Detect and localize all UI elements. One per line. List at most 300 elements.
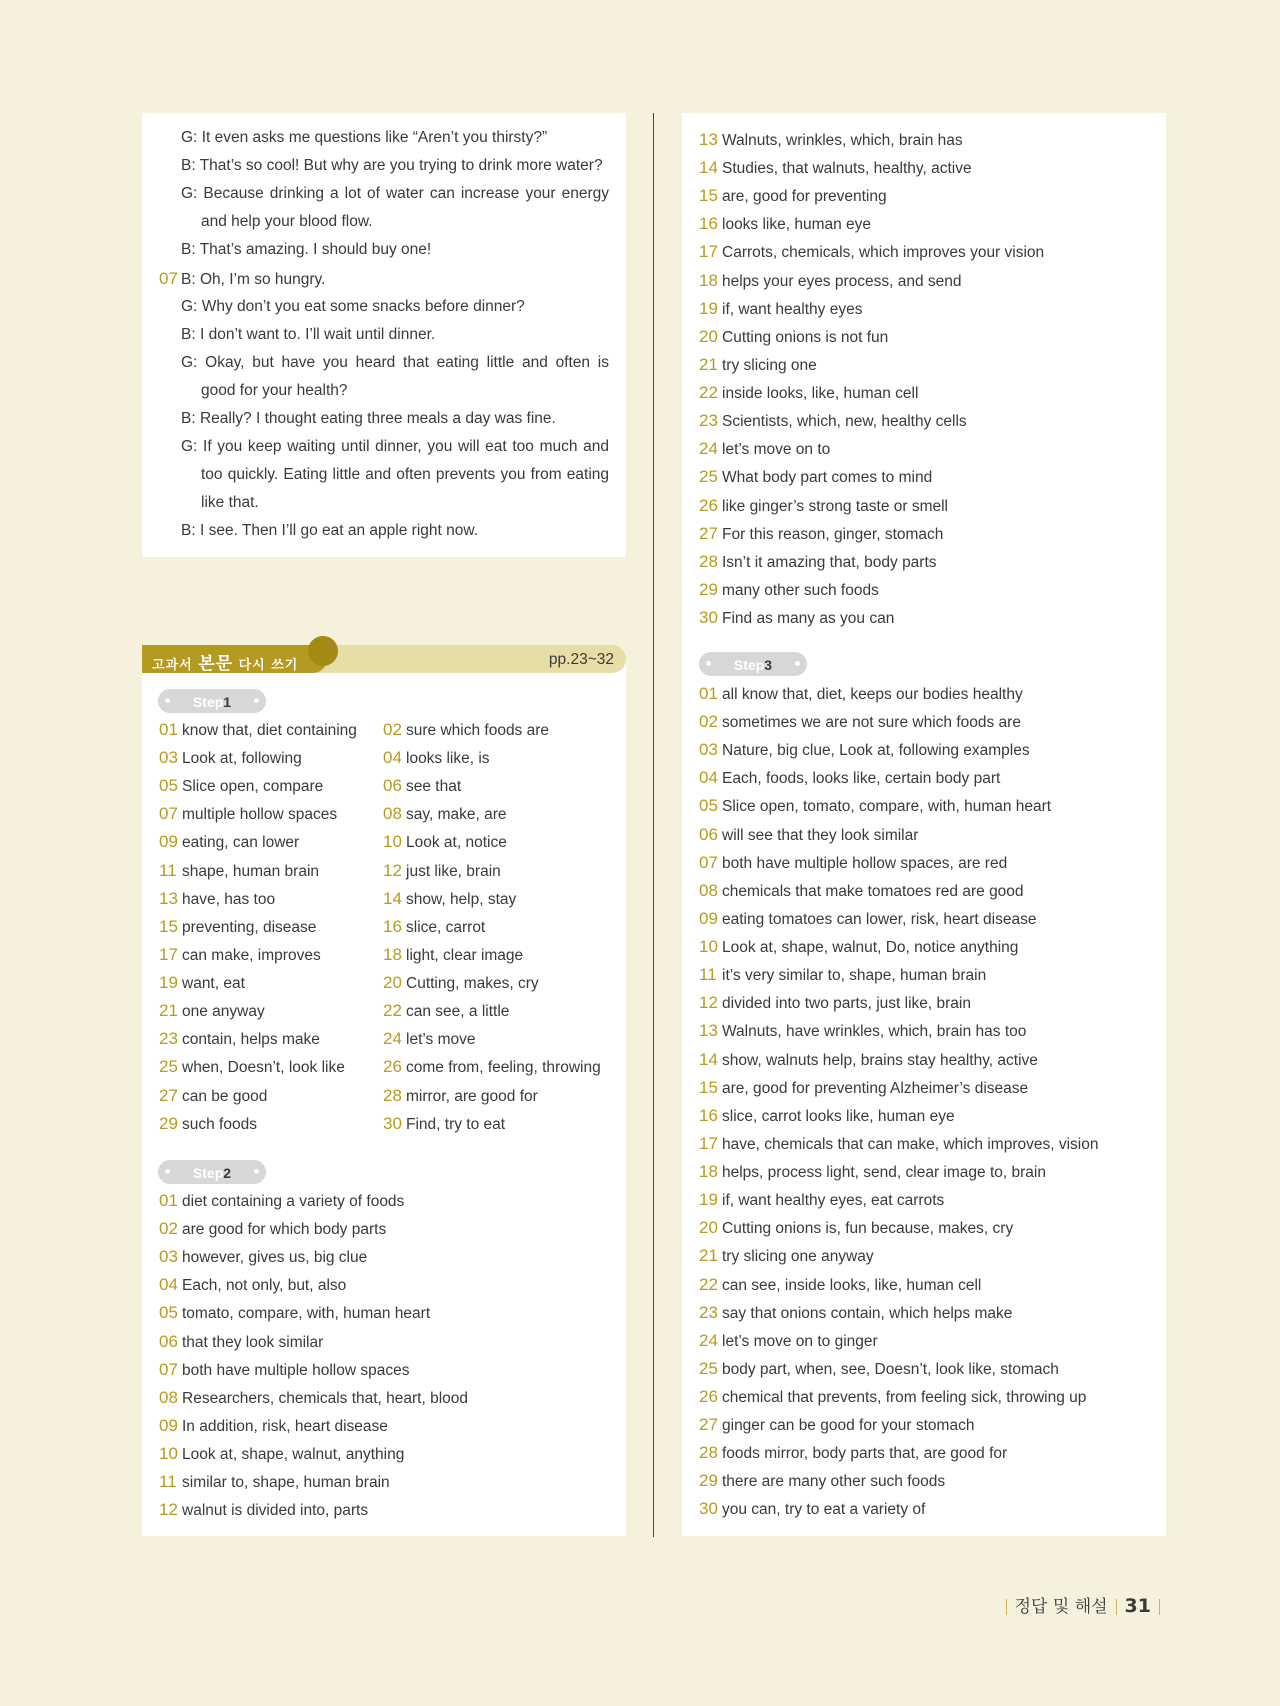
- answer-text: slice, carrot looks like, human eye: [722, 1107, 955, 1125]
- answer-text: let’s move on to: [722, 441, 831, 459]
- answer-text: light, clear image: [406, 946, 524, 964]
- step3-answer-line: [699, 821, 918, 850]
- answer-text: there are many other such foods: [722, 1473, 946, 1491]
- step1-answer-line: [159, 1025, 320, 1054]
- step3-answer-line: [699, 1242, 874, 1271]
- step2-answer-line: [699, 435, 830, 464]
- dialogue-text: That’s amazing. I should buy one!: [199, 241, 432, 259]
- step1-answer-line: [383, 885, 516, 914]
- speaker-label: B:: [181, 157, 196, 175]
- dialogue-line: [159, 461, 609, 489]
- question-number: 10: [159, 1444, 178, 1464]
- question-number: 22: [383, 1001, 402, 1021]
- question-number: 30: [699, 1499, 718, 1519]
- step1-answer-line: [159, 744, 302, 773]
- answer-text: walnut is divided into, parts: [182, 1502, 369, 1520]
- answer-text: many other such foods: [722, 581, 879, 599]
- question-number: 11: [699, 965, 717, 985]
- answer-text: slice, carrot: [406, 918, 486, 936]
- question-number: 20: [383, 973, 402, 993]
- question-number: 07: [159, 804, 178, 824]
- question-number: 05: [699, 796, 718, 816]
- dialogue-text: It even asks me questions like “Aren’t you thirsty?”: [201, 129, 548, 146]
- step-1-badge: [158, 689, 266, 713]
- question-number: 16: [699, 214, 718, 234]
- question-number: 21: [699, 354, 718, 374]
- step3-answer-line: [699, 1186, 944, 1215]
- answer-text: can make, improves: [182, 946, 321, 964]
- answer-text: let’s move on to ginger: [722, 1332, 878, 1350]
- speaker-label: B:: [181, 410, 196, 427]
- step2-answer-line: [159, 1384, 468, 1413]
- question-number: 21: [699, 1246, 718, 1266]
- step1-answer-line: [159, 716, 357, 745]
- answer-text: both have multiple hollow spaces, are red: [722, 854, 1008, 872]
- question-number: 12: [699, 993, 718, 1013]
- answer-text: will see that they look similar: [722, 826, 919, 844]
- answer-text: Carrots, chemicals, which improves your vision: [722, 244, 1045, 262]
- step1-answer-line: [383, 941, 523, 970]
- step3-answer-line: [699, 933, 1018, 962]
- answer-text: contain, helps make: [182, 1031, 320, 1049]
- speaker-label: G:: [181, 297, 198, 315]
- step1-answer-line: [159, 772, 323, 801]
- question-number: 25: [699, 467, 718, 487]
- step1-answer-line: [159, 800, 337, 829]
- answer-text: both have multiple hollow spaces: [182, 1361, 410, 1379]
- step3-answer-line: [699, 1327, 878, 1356]
- answer-text: similar to, shape, human brain: [182, 1474, 390, 1492]
- answer-text: tomato, compare, with, human heart: [182, 1305, 431, 1323]
- speaker-label: G:: [181, 438, 198, 456]
- answer-text: if, want healthy eyes, eat carrots: [722, 1192, 945, 1210]
- answer-text: shape, human brain: [182, 862, 320, 880]
- answer-text: Look at, notice: [406, 834, 507, 852]
- dialogue-line: [159, 405, 556, 433]
- answer-text: Slice open, tomato, compare, with, human heart: [722, 798, 1052, 816]
- question-number: 16: [699, 1105, 718, 1125]
- question-number: 01: [159, 720, 178, 739]
- step2-answer-line: [699, 182, 887, 211]
- question-number: 28: [383, 1085, 402, 1105]
- step-label: Step: [192, 694, 224, 710]
- page-number: 31: [1124, 1595, 1151, 1617]
- question-number: 01: [699, 684, 718, 703]
- dialogue-line: [159, 124, 547, 152]
- question-number: 02: [383, 720, 402, 739]
- question-number: 22: [699, 1274, 718, 1294]
- step3-answer-line: [699, 1130, 1098, 1159]
- step1-answer-line: [383, 1053, 601, 1082]
- section-title: [152, 649, 298, 674]
- dialogue-line: [159, 265, 325, 294]
- question-number: 17: [159, 944, 178, 964]
- question-number: 27: [159, 1085, 178, 1105]
- answer-text: Slice open, compare: [182, 778, 324, 796]
- answer-text: mirror, are good for: [406, 1087, 538, 1105]
- answer-text: like ginger’s strong taste or smell: [722, 497, 948, 515]
- step2-answer-line: [159, 1412, 388, 1441]
- step2-answer-line: [699, 379, 918, 408]
- step-label: Step: [192, 1165, 224, 1181]
- step-number: 2: [223, 1165, 232, 1181]
- answer-text: Look at, shape, walnut, Do, notice anything: [722, 939, 1019, 957]
- step3-answer-line: [699, 1439, 1007, 1468]
- step3-answer-line: [699, 680, 1023, 709]
- speaker-label: B:: [181, 270, 196, 288]
- step3-answer-line: [699, 1102, 955, 1131]
- answer-text: are, good for preventing: [722, 188, 887, 206]
- answer-text: chemicals that make tomatoes red are good: [722, 882, 1024, 900]
- answer-text: say that onions contain, which helps make: [722, 1304, 1013, 1322]
- answer-text: you can, try to eat a variety of: [722, 1501, 926, 1519]
- step1-answer-line: [383, 1110, 505, 1139]
- dialogue-line: [159, 321, 435, 349]
- question-number: 03: [699, 740, 718, 760]
- answer-text: Walnuts, wrinkles, which, brain has: [722, 132, 963, 149]
- answer-text: Isn’t it amazing that, body parts: [722, 553, 937, 571]
- answer-text: try slicing one anyway: [722, 1248, 874, 1266]
- step1-answer-line: [159, 1053, 345, 1082]
- step-number: 1: [223, 694, 232, 710]
- question-number: 29: [699, 1471, 718, 1491]
- step2-answer-line: [699, 154, 972, 183]
- step2-answer-line: [699, 520, 943, 549]
- step2-answer-line: [159, 1468, 390, 1497]
- question-number: 14: [383, 888, 402, 908]
- answer-text: helps your eyes process, and send: [722, 272, 962, 290]
- answer-text: divided into two parts, just like, brain: [722, 995, 971, 1013]
- step2-answer-line: [159, 1271, 346, 1300]
- step-label: Step: [733, 657, 765, 673]
- step-2-badge: [158, 1160, 266, 1184]
- step2-answer-line: [699, 463, 932, 492]
- question-number: 24: [699, 1330, 718, 1350]
- step2-answer-line: [699, 492, 948, 521]
- step3-answer-line: [699, 1383, 1086, 1412]
- question-number: 15: [699, 186, 718, 206]
- dialogue-text: like that.: [201, 494, 259, 512]
- dialogue-text: I don’t want to. I’ll wait until dinner.: [199, 325, 436, 343]
- answer-text: eating, can lower: [182, 834, 300, 852]
- dialogue-line: [159, 180, 609, 208]
- speaker-label: B:: [181, 522, 196, 540]
- answer-text: can be good: [182, 1087, 268, 1105]
- question-number: 13: [699, 130, 718, 149]
- step1-answer-line: [159, 913, 316, 942]
- dialogue-line: [159, 433, 609, 461]
- question-number: 26: [699, 495, 718, 515]
- answer-text: Walnuts, have wrinkles, which, brain has too: [722, 1023, 1027, 1041]
- step1-answer-line: [159, 857, 319, 886]
- question-number: 26: [699, 1387, 718, 1406]
- question-number: 10: [699, 937, 718, 957]
- question-number: 15: [159, 916, 178, 936]
- answer-text: all know that, diet, keeps our bodies healthy: [722, 686, 1023, 703]
- answer-text: know that, diet containing: [182, 722, 357, 739]
- question-number: 28: [699, 1443, 718, 1463]
- question-number: 06: [383, 776, 402, 796]
- dialogue-line: [159, 152, 603, 180]
- step2-answer-line: [699, 604, 894, 633]
- answer-text: let’s move: [406, 1031, 476, 1049]
- question-number: 18: [383, 944, 402, 964]
- question-number: 28: [699, 551, 718, 571]
- answer-text: Researchers, chemicals that, heart, blood: [182, 1389, 469, 1407]
- speaker-label: G:: [181, 353, 198, 371]
- question-number: 01: [159, 1191, 178, 1210]
- step2-answer-line: [159, 1299, 430, 1328]
- step1-answer-line: [383, 716, 549, 745]
- step3-answer-line: [699, 1355, 1059, 1384]
- answer-text: try slicing one: [722, 356, 817, 374]
- question-number: 29: [159, 1113, 178, 1133]
- answer-text: it’s very similar to, shape, human brain: [722, 967, 987, 985]
- step3-answer-line: [699, 961, 986, 990]
- question-number: 20: [699, 326, 718, 346]
- dialogue-text: Okay, but have you heard that eating little and often is: [205, 353, 609, 371]
- section-banner: [142, 640, 626, 674]
- step2-answer-line: [699, 407, 967, 436]
- answer-text: diet containing a variety of foods: [182, 1193, 405, 1210]
- step1-answer-line: [383, 828, 507, 857]
- question-number: 23: [159, 1029, 178, 1049]
- answer-text: however, gives us, big clue: [182, 1249, 368, 1267]
- dialogue-text: I see. Then I’ll go eat an apple right now.: [199, 522, 479, 540]
- section-name: 정답 및 해설: [1014, 1597, 1108, 1617]
- question-number: 06: [699, 824, 718, 844]
- question-number: 23: [699, 1302, 718, 1322]
- dialogue-text: Why don’t you eat some snacks before dinner?: [201, 297, 525, 315]
- step2-answer-line: [699, 267, 962, 296]
- step1-answer-line: [383, 969, 539, 998]
- dialogue-text: Really? I thought eating three meals a day was fine.: [199, 410, 556, 427]
- step-number: 3: [764, 657, 773, 673]
- answer-text: Cutting, makes, cry: [406, 975, 539, 993]
- question-number: 23: [699, 411, 718, 431]
- question-number: 16: [383, 916, 402, 936]
- question-number: 12: [383, 860, 402, 880]
- speaker-label: B:: [181, 241, 196, 259]
- step2-answer-line: [159, 1496, 368, 1525]
- question-number: 27: [699, 1415, 718, 1435]
- question-number: 24: [699, 439, 718, 459]
- question-number: 13: [159, 888, 178, 908]
- step2-answer-line: [699, 351, 817, 380]
- step2-answer-line: [159, 1187, 404, 1216]
- step1-answer-line: [383, 997, 509, 1026]
- answer-text: Nature, big clue, Look at, following examples: [722, 742, 1030, 760]
- step3-answer-line: [699, 1074, 1028, 1103]
- dialogue-line: [159, 489, 259, 517]
- page-footer: [998, 1592, 1168, 1616]
- answer-text: foods mirror, body parts that, are good for: [722, 1445, 1008, 1463]
- answer-text: looks like, human eye: [722, 216, 872, 234]
- answer-text: want, eat: [182, 975, 245, 993]
- step3-answer-line: [699, 708, 1021, 737]
- step3-answer-line: [699, 1299, 1012, 1328]
- step1-answer-line: [383, 800, 507, 829]
- dialogue-line: [159, 236, 431, 264]
- dialogue-text: If you keep waiting until dinner, you will eat too much and: [203, 438, 609, 456]
- question-number: 09: [159, 832, 178, 852]
- question-number: 17: [699, 242, 718, 262]
- question-number: 25: [699, 1358, 718, 1378]
- question-number: 07: [159, 268, 178, 288]
- step1-answer-line: [159, 1110, 257, 1139]
- question-number: 09: [159, 1415, 178, 1435]
- answer-text: are, good for preventing Alzheimer’s disease: [722, 1079, 1029, 1097]
- answer-text: are good for which body parts: [182, 1221, 387, 1239]
- step1-answer-line: [159, 969, 245, 998]
- answer-text: say, make, are: [406, 806, 507, 824]
- answer-text: body part, when, see, Doesn’t, look like, stomach: [722, 1360, 1059, 1378]
- dialogue-text: too quickly. Eating little and often prevents you from eating: [201, 466, 609, 484]
- step2-answer-line: [699, 576, 879, 605]
- answer-text: preventing, disease: [182, 918, 317, 936]
- dialogue-text: Oh, I’m so hungry.: [199, 270, 326, 288]
- banner-dot: [308, 636, 338, 666]
- answer-text: inside looks, like, human cell: [722, 385, 919, 403]
- answer-text: sure which foods are: [406, 722, 550, 739]
- answer-text: Each, foods, looks like, certain body part: [722, 770, 1001, 788]
- question-number: 26: [383, 1057, 402, 1077]
- question-number: 30: [699, 608, 718, 628]
- step1-answer-line: [159, 885, 275, 914]
- question-number: 21: [159, 1001, 178, 1021]
- answer-text: eating tomatoes can lower, risk, heart disease: [722, 910, 1037, 928]
- step3-answer-line: [699, 849, 1007, 878]
- step2-answer-line: [699, 323, 888, 352]
- question-number: 15: [699, 1077, 718, 1097]
- answer-text: come from, feeling, throwing: [406, 1059, 601, 1077]
- step3-answer-line: [699, 764, 1000, 793]
- answer-text: chemical that prevents, from feeling sick, throwing up: [722, 1389, 1087, 1406]
- step2-answer-line: [159, 1328, 323, 1357]
- step1-answer-line: [383, 772, 461, 801]
- question-number: 05: [159, 1303, 178, 1323]
- step1-answer-line: [159, 997, 265, 1026]
- step2-answer-line: [699, 238, 1044, 267]
- question-number: 07: [699, 852, 718, 872]
- dialogue-line: [159, 517, 478, 545]
- question-number: 18: [699, 270, 718, 290]
- speaker-label: G:: [181, 129, 198, 146]
- answer-text: if, want healthy eyes: [722, 300, 863, 318]
- question-number: 27: [699, 523, 718, 543]
- answer-text: can see, a little: [406, 1003, 510, 1021]
- question-number: 05: [159, 776, 178, 796]
- step3-answer-line: [699, 1271, 981, 1300]
- dialogue-text: Because drinking a lot of water can increase your energy: [203, 185, 609, 203]
- step3-answer-line: [699, 792, 1051, 821]
- step1-answer-line: [159, 828, 299, 857]
- dialogue-text: and help your blood flow.: [201, 213, 373, 231]
- answer-text: Look at, following: [182, 750, 302, 768]
- answer-text: For this reason, ginger, stomach: [722, 525, 944, 543]
- step3-answer-line: [699, 1017, 1026, 1046]
- question-number: 04: [159, 1275, 178, 1295]
- answer-text: just like, brain: [406, 862, 501, 880]
- question-number: 02: [699, 712, 718, 732]
- answer-text: Each, not only, but, also: [182, 1277, 347, 1295]
- question-number: 03: [159, 1247, 178, 1267]
- step1-answer-line: [159, 941, 321, 970]
- step3-answer-line: [699, 1158, 1046, 1187]
- question-number: 30: [383, 1113, 402, 1133]
- answer-text: such foods: [182, 1115, 257, 1133]
- question-number: 20: [699, 1218, 718, 1238]
- answer-text: helps, process light, send, clear image to, brain: [722, 1164, 1046, 1182]
- answer-text: In addition, risk, heart disease: [182, 1417, 388, 1435]
- answer-text: looks like, is: [406, 750, 490, 768]
- answer-text: one anyway: [182, 1003, 265, 1021]
- step3-answer-line: [699, 1467, 945, 1496]
- step3-answer-line: [699, 736, 1030, 765]
- answer-text: see that: [406, 778, 462, 796]
- answer-text: Studies, that walnuts, healthy, active: [722, 160, 972, 178]
- step3-answer-line: [699, 877, 1024, 906]
- answer-text: ginger can be good for your stomach: [722, 1417, 975, 1435]
- question-number: 12: [159, 1500, 178, 1520]
- question-number: 24: [383, 1029, 402, 1049]
- question-number: 22: [699, 383, 718, 403]
- answer-text: that they look similar: [182, 1333, 324, 1351]
- answer-text: when, Doesn’t, look like: [182, 1059, 345, 1077]
- answer-text: Find as many as you can: [722, 610, 895, 628]
- question-number: 11: [159, 1472, 177, 1492]
- answer-text: Cutting onions is not fun: [722, 328, 889, 346]
- page-range: pp.23~32: [548, 651, 614, 668]
- question-number: 19: [699, 298, 718, 318]
- question-number: 08: [699, 880, 718, 900]
- step1-answer-line: [383, 744, 490, 773]
- step2-answer-line: [159, 1356, 409, 1385]
- answer-text: have, has too: [182, 890, 276, 908]
- step2-answer-line: [159, 1215, 386, 1244]
- answer-text: have, chemicals that can make, which improves, vision: [722, 1135, 1099, 1153]
- step-3-badge: [699, 652, 807, 676]
- answer-text: show, help, stay: [406, 890, 517, 908]
- answer-text: can see, inside looks, like, human cell: [722, 1276, 982, 1294]
- question-number: 09: [699, 908, 718, 928]
- step1-answer-line: [383, 857, 501, 886]
- question-number: 02: [159, 1219, 178, 1239]
- step2-answer-line: [699, 548, 937, 577]
- answer-text: Find, try to eat: [406, 1115, 506, 1133]
- question-number: 10: [383, 832, 402, 852]
- step2-answer-line: [699, 295, 862, 324]
- answer-text: Look at, shape, walnut, anything: [182, 1446, 405, 1464]
- title-part-2: 본문: [198, 654, 234, 674]
- step3-answer-line: [699, 1411, 974, 1440]
- speaker-label: G:: [181, 185, 198, 203]
- answer-text: Cutting onions is, fun because, makes, cry: [722, 1220, 1014, 1238]
- step1-answer-line: [159, 1082, 267, 1111]
- step3-answer-line: [699, 1046, 1038, 1075]
- question-number: 04: [699, 768, 718, 788]
- step3-answer-line: [699, 905, 1036, 934]
- step2-answer-line: [699, 210, 871, 239]
- dialogue-text: That’s so cool! But why are you trying to drink more water?: [199, 157, 603, 175]
- dialogue-line: [159, 208, 372, 236]
- answer-text: multiple hollow spaces: [182, 806, 338, 824]
- dialogue-text: good for your health?: [201, 381, 348, 399]
- answer-text: sometimes we are not sure which foods are: [722, 714, 1021, 732]
- step1-answer-line: [383, 1082, 538, 1111]
- step2-answer-line: [159, 1243, 367, 1272]
- dialogue-line: [159, 293, 525, 321]
